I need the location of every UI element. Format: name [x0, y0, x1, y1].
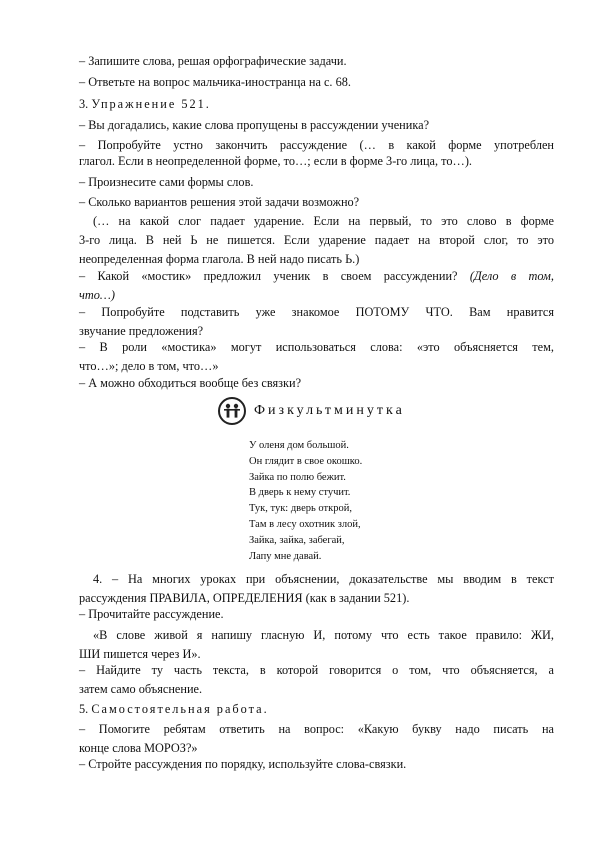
section-5-heading: 5. Самостоятельная работа.: [79, 702, 269, 716]
line-question-1: – Вы догадались, какие слова пропущены в рассуждении ученика?: [79, 118, 430, 132]
line-pronounce: – Произнесите сами формы слов.: [79, 175, 254, 189]
paragraph-section-4: 4. – На многих уроках при объяснении, доказательстве мы вводим в текст рассуждения ПРАВИЛА, ОПРЕДЕЛЕНИЯ (как в задании 521).: [79, 572, 554, 605]
paragraph-find-part: – Найдите ту часть текста, в которой говорится о том, что объясняется, а затем само объяснение.: [79, 663, 554, 696]
poem-line: Лапу мне давай.: [249, 550, 322, 562]
paragraph-moroz: – Помогите ребятам ответить на вопрос: «Какую букву надо писать на конце слова МОРОЗ?»: [79, 722, 554, 755]
line-variants: – Сколько вариантов решения этой задачи возможно?: [79, 195, 360, 209]
line-build-reasoning: – Стройте рассуждения по порядку, используйте слова-связки.: [79, 757, 407, 771]
poem: [249, 438, 362, 564]
paragraph-answer-stress: (… на какой слог падает ударение. Если на первый, то это слово в форме 3-го лица. В ней Ь не пишется. Если ударение падает на второй слог, то это неопределенная форма глагола. В ней надо писать Ь.): [79, 214, 554, 266]
exercise-people-icon: [218, 397, 246, 425]
fizkultminutka-title: Физкультминутка: [254, 403, 405, 418]
poem-line: Там в лесу охотник злой,: [249, 518, 361, 530]
line-without-link: – А можно обходиться вообще без связки?: [79, 376, 302, 390]
poem-line: Зайка, зайка, забегай,: [249, 534, 345, 546]
line-read-reasoning: – Прочитайте рассуждение.: [79, 607, 224, 621]
fizkultminutka-heading: [218, 394, 405, 428]
paragraph-potomu-chto: – Попробуйте подставить уже знакомое ПОТОМУ ЧТО. Вам нравится звучание предложения?: [79, 305, 554, 338]
paragraph-bridge-question: – Какой «мостик» предложил ученик в своем рассуждении? (Дело в том, что…): [79, 269, 554, 302]
paragraph-bridge-words: – В роли «мостика» могут использоваться слова: «это объясняется тем, что…»; дело в том, что…»: [79, 340, 554, 373]
poem-line: Зайка по полю бежит.: [249, 471, 346, 483]
line-2: – Ответьте на вопрос мальчика-иностранца на с. 68.: [79, 75, 351, 89]
poem-line: Тук, тук: дверь открой,: [249, 503, 352, 515]
poem-line: Он глядит в свое окошко.: [249, 455, 363, 467]
line-1: – Запишите слова, решая орфографические задачи.: [79, 54, 347, 68]
poem-line: У оленя дом большой.: [249, 440, 349, 451]
paragraph-try-finish: – Попробуйте устно закончить рассуждение (… в какой форме употреблен глагол. Если в неопределенной форме, то…; если в форме 3-го лица, то…).: [79, 138, 554, 168]
paragraph-quote-rule: «В слове живой я напишу гласную И, потому что есть такое правило: ЖИ, ШИ пишется через И».: [79, 628, 554, 661]
exercise-3-heading: 3. Упражнение 521.: [79, 97, 211, 111]
poem-line: В дверь к нему стучит.: [249, 487, 351, 499]
